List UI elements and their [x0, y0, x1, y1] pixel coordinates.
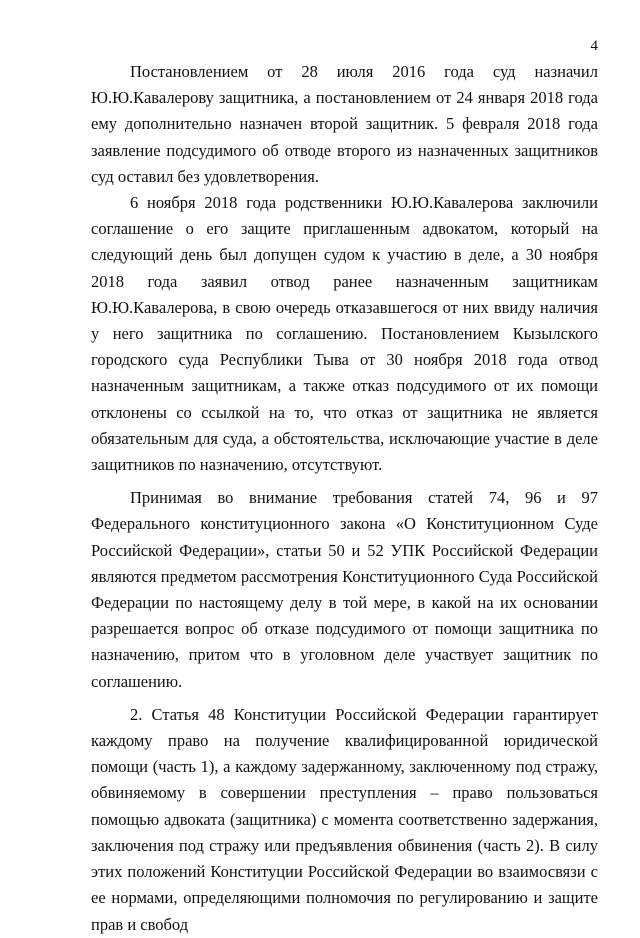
paragraph-agreement-with-lawyer: 6 ноября 2018 года родственники Ю.Ю.Кавалерова заключили соглашение о его защите приглашенным адвокатом, который на следующий день был допущен судом к участию в деле, а 30 ноября 2018 года заявил отвод ранее назначенным защитникам Ю.Ю.Кавалерова, в свою очередь отказавшегося от них ввиду наличия у него защитника по соглашению. Постановлением Кызылского городского суда Республики Тыва от 30 ноября 2018 года отвод назначенным защитникам, а также отказ подсудимого от их помощи отклонены со ссылкой на то, что отказ от защитника не является обязательным для суда, а обстоятельства, исключающие участие в деле защитников по назначению, отсутствуют. — [91, 193, 598, 475]
paragraph-article-48: 2. Статья 48 Конституции Российской Федерации гарантирует каждому право на получение квалифицированной юридической помощи (часть 1), а каждому задержанному, заключенному под стражу, обвиняемому в совершении преступления – право пользоваться помощью адвоката (защитника) с момента соответственно задержания, заключения под стражу или предъявления обвинения (часть 2). В силу этих положений Конституции Российской Федерации во взаимосвязи с ее нормами, определяющими полномочия по регулированию и защите прав и свобод — [91, 704, 598, 934]
paragraph-appointment-of-defenders: Постановлением от 28 июля 2016 года суд назначил Ю.Ю.Кавалерову защитника, а постановлением от 24 января 2018 года ему дополнительно назначен второй защитник. 5 февраля 2018 года заявление подсудимого об отводе второго из назначенных защитников суд оставил без удовлетворения. — [91, 62, 598, 186]
page-number: 4 — [590, 38, 598, 54]
document-body — [91, 59, 598, 938]
paragraph-subject-of-review: Принимая во внимание требования статей 74, 96 и 97 Федерального конституционного закона «О Конституционном Суде Российской Федерации», статьи 50 и 52 УПК Российской Федерации являются предметом рассмотрения Конституционного Суда Российской Федерации по настоящему делу в той мере, в какой на их основании разрешается вопрос об отказе подсудимого от помощи защитника по назначению, притом что в уголовном деле участвует защитник по соглашению. — [91, 488, 598, 691]
